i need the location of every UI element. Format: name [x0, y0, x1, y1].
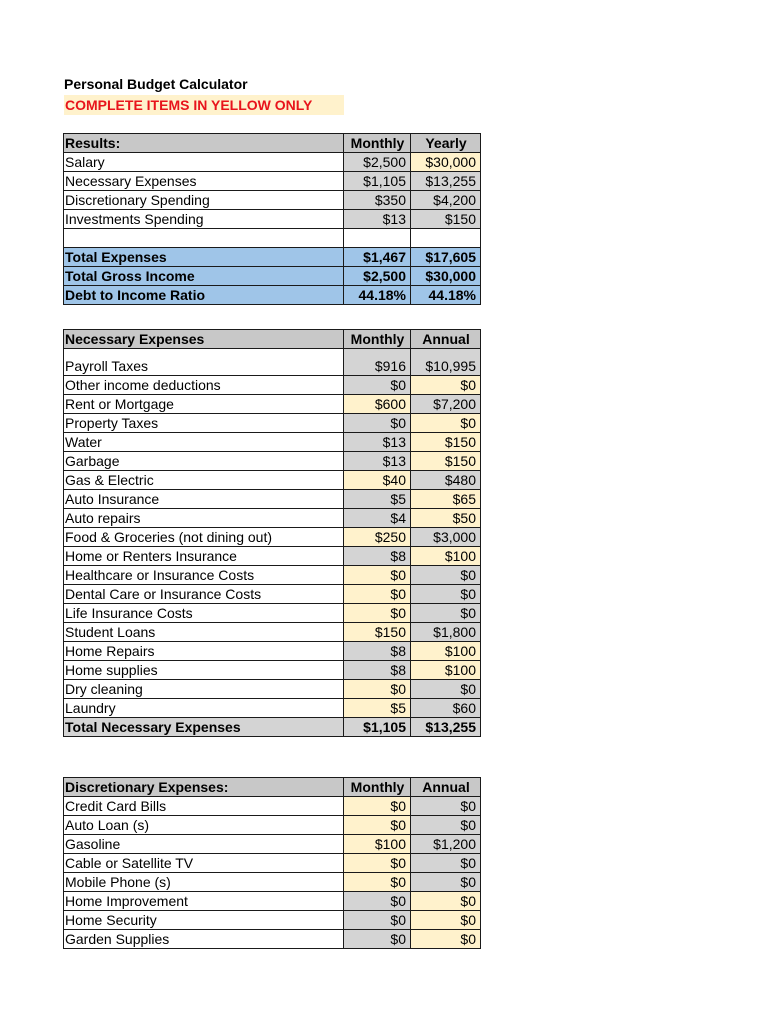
annual-cell[interactable]: $0 — [411, 414, 481, 433]
table-row — [64, 835, 481, 854]
debt-ratio-yearly[interactable]: 44.18% — [411, 286, 481, 305]
row-label: Life Insurance Costs — [64, 604, 344, 623]
total-necessary-label: Total Necessary Expenses — [64, 718, 344, 737]
row-label: Water — [64, 433, 344, 452]
sheet-title: Personal Budget Calculator — [64, 76, 248, 92]
monthly-cell[interactable]: $13 — [344, 452, 411, 471]
total-expenses-monthly[interactable]: $1,467 — [344, 248, 411, 267]
table-row — [64, 661, 481, 680]
table-row — [64, 699, 481, 718]
annual-cell[interactable]: $0 — [411, 585, 481, 604]
annual-cell[interactable]: $7,200 — [411, 395, 481, 414]
monthly-cell[interactable]: $8 — [344, 661, 411, 680]
discretionary-header-monthly: Monthly — [344, 778, 411, 797]
annual-cell[interactable]: $150 — [411, 452, 481, 471]
monthly-cell[interactable]: $150 — [344, 623, 411, 642]
row-label: Home or Renters Insurance — [64, 547, 344, 566]
annual-cell[interactable]: $150 — [411, 433, 481, 452]
row-label: Cable or Satellite TV — [64, 854, 344, 873]
monthly-cell[interactable]: $4 — [344, 509, 411, 528]
annual-cell[interactable]: $60 — [411, 699, 481, 718]
monthly-cell[interactable]: $13 — [344, 210, 411, 229]
monthly-cell[interactable]: $8 — [344, 642, 411, 661]
annual-cell[interactable]: $0 — [411, 376, 481, 395]
instruction-banner: COMPLETE ITEMS IN YELLOW ONLY — [64, 95, 344, 115]
table-row — [64, 547, 481, 566]
total-necessary-annual[interactable]: $13,255 — [411, 718, 481, 737]
monthly-cell[interactable]: $40 — [344, 471, 411, 490]
row-label: Salary — [64, 153, 344, 172]
total-expenses-yearly[interactable]: $17,605 — [411, 248, 481, 267]
discretionary-body — [64, 797, 481, 949]
row-label: Discretionary Spending — [64, 191, 344, 210]
discretionary-header-label: Discretionary Expenses: — [64, 778, 344, 797]
table-row — [64, 172, 481, 191]
row-label: Payroll Taxes — [64, 349, 344, 376]
table-row — [64, 528, 481, 547]
row-label: Dry cleaning — [64, 680, 344, 699]
row-label: Auto Insurance — [64, 490, 344, 509]
yearly-cell[interactable]: $30,000 — [411, 153, 481, 172]
row-label: Home Improvement — [64, 892, 344, 911]
annual-cell[interactable]: $0 — [411, 680, 481, 699]
monthly-cell[interactable]: $0 — [344, 873, 411, 892]
total-necessary-monthly[interactable]: $1,105 — [344, 718, 411, 737]
necessary-header-row — [64, 330, 481, 349]
table-row — [64, 566, 481, 585]
table-row — [64, 680, 481, 699]
row-label: Credit Card Bills — [64, 797, 344, 816]
monthly-cell[interactable]: $250 — [344, 528, 411, 547]
annual-cell[interactable]: $1,200 — [411, 835, 481, 854]
monthly-cell[interactable]: $0 — [344, 892, 411, 911]
monthly-cell[interactable]: $0 — [344, 680, 411, 699]
yearly-cell[interactable]: $4,200 — [411, 191, 481, 210]
empty-row — [64, 229, 481, 248]
necessary-header-monthly: Monthly — [344, 330, 411, 349]
monthly-cell[interactable]: $916 — [344, 349, 411, 376]
debt-ratio-label: Debt to Income Ratio — [64, 286, 344, 305]
results-table — [63, 133, 481, 305]
row-label: Home Repairs — [64, 642, 344, 661]
monthly-cell[interactable]: $600 — [344, 395, 411, 414]
necessary-body — [64, 349, 481, 718]
row-label: Garden Supplies — [64, 930, 344, 949]
row-label: Rent or Mortgage — [64, 395, 344, 414]
row-label: Home Security — [64, 911, 344, 930]
table-row — [64, 191, 481, 210]
monthly-cell[interactable]: $0 — [344, 604, 411, 623]
total-expenses-label: Total Expenses — [64, 248, 344, 267]
row-label: Investments Spending — [64, 210, 344, 229]
monthly-cell[interactable]: $0 — [344, 585, 411, 604]
monthly-cell[interactable]: $0 — [344, 930, 411, 949]
table-row — [64, 854, 481, 873]
yearly-cell[interactable]: $13,255 — [411, 172, 481, 191]
yearly-cell[interactable]: $150 — [411, 210, 481, 229]
row-label: Healthcare or Insurance Costs — [64, 566, 344, 585]
row-label: Food & Groceries (not dining out) — [64, 528, 344, 547]
annual-cell[interactable]: $0 — [411, 854, 481, 873]
row-label: Other income deductions — [64, 376, 344, 395]
row-label: Auto Loan (s) — [64, 816, 344, 835]
results-header-label: Results: — [64, 134, 344, 153]
annual-cell[interactable]: $0 — [411, 816, 481, 835]
necessary-expenses-table — [63, 329, 481, 737]
monthly-cell[interactable]: $0 — [344, 414, 411, 433]
empty-cell[interactable] — [344, 229, 411, 248]
row-label: Gas & Electric — [64, 471, 344, 490]
row-label: Laundry — [64, 699, 344, 718]
total-income-label: Total Gross Income — [64, 267, 344, 286]
table-row — [64, 153, 481, 172]
row-label: Gasoline — [64, 835, 344, 854]
annual-cell[interactable]: $0 — [411, 892, 481, 911]
annual-cell[interactable]: $100 — [411, 547, 481, 566]
annual-cell[interactable]: $0 — [411, 911, 481, 930]
annual-cell[interactable]: $10,995 — [411, 349, 481, 376]
table-row — [64, 452, 481, 471]
annual-cell[interactable]: $0 — [411, 797, 481, 816]
annual-cell[interactable]: $65 — [411, 490, 481, 509]
annual-cell[interactable]: $0 — [411, 873, 481, 892]
table-row — [64, 816, 481, 835]
total-row — [64, 286, 481, 305]
empty-cell[interactable] — [411, 229, 481, 248]
annual-cell[interactable]: $1,800 — [411, 623, 481, 642]
annual-cell[interactable]: $100 — [411, 642, 481, 661]
table-row — [64, 585, 481, 604]
monthly-cell[interactable]: $0 — [344, 911, 411, 930]
total-row — [64, 267, 481, 286]
row-label: Garbage — [64, 452, 344, 471]
table-row — [64, 892, 481, 911]
monthly-cell[interactable]: $5 — [344, 699, 411, 718]
monthly-cell[interactable]: $0 — [344, 797, 411, 816]
necessary-header-label: Necessary Expenses — [64, 330, 344, 349]
monthly-cell[interactable]: $0 — [344, 816, 411, 835]
table-row — [64, 509, 481, 528]
total-row — [64, 718, 481, 737]
row-label: Student Loans — [64, 623, 344, 642]
row-label: Necessary Expenses — [64, 172, 344, 191]
results-header-yearly: Yearly — [411, 134, 481, 153]
table-row — [64, 433, 481, 452]
table-row — [64, 414, 481, 433]
table-row — [64, 604, 481, 623]
annual-cell[interactable]: $480 — [411, 471, 481, 490]
total-income-yearly[interactable]: $30,000 — [411, 267, 481, 286]
table-row — [64, 376, 481, 395]
row-label: Home supplies — [64, 661, 344, 680]
discretionary-header-row — [64, 778, 481, 797]
results-header-monthly: Monthly — [344, 134, 411, 153]
monthly-cell[interactable]: $0 — [344, 854, 411, 873]
discretionary-expenses-table — [63, 777, 481, 949]
monthly-cell[interactable]: $350 — [344, 191, 411, 210]
annual-cell[interactable]: $0 — [411, 930, 481, 949]
necessary-header-annual: Annual — [411, 330, 481, 349]
table-row — [64, 642, 481, 661]
total-row — [64, 248, 481, 267]
table-row — [64, 797, 481, 816]
annual-cell[interactable]: $100 — [411, 661, 481, 680]
empty-cell[interactable] — [64, 229, 344, 248]
annual-cell[interactable]: $0 — [411, 566, 481, 585]
monthly-cell[interactable]: $13 — [344, 433, 411, 452]
row-label: Property Taxes — [64, 414, 344, 433]
monthly-cell[interactable]: $1,105 — [344, 172, 411, 191]
discretionary-header-annual: Annual — [411, 778, 481, 797]
table-row — [64, 395, 481, 414]
table-row — [64, 623, 481, 642]
table-row — [64, 490, 481, 509]
monthly-cell[interactable]: $0 — [344, 376, 411, 395]
annual-cell[interactable]: $0 — [411, 604, 481, 623]
table-row — [64, 471, 481, 490]
total-income-monthly[interactable]: $2,500 — [344, 267, 411, 286]
monthly-cell[interactable]: $100 — [344, 835, 411, 854]
table-row — [64, 930, 481, 949]
row-label: Auto repairs — [64, 509, 344, 528]
table-row — [64, 210, 481, 229]
monthly-cell[interactable]: $5 — [344, 490, 411, 509]
annual-cell[interactable]: $3,000 — [411, 528, 481, 547]
debt-ratio-monthly[interactable]: 44.18% — [344, 286, 411, 305]
table-row — [64, 873, 481, 892]
annual-cell[interactable]: $50 — [411, 509, 481, 528]
results-header-row — [64, 134, 481, 153]
row-label: Dental Care or Insurance Costs — [64, 585, 344, 604]
table-row — [64, 911, 481, 930]
row-label: Mobile Phone (s) — [64, 873, 344, 892]
table-row — [64, 349, 481, 376]
monthly-cell[interactable]: $0 — [344, 566, 411, 585]
monthly-cell[interactable]: $2,500 — [344, 153, 411, 172]
monthly-cell[interactable]: $8 — [344, 547, 411, 566]
